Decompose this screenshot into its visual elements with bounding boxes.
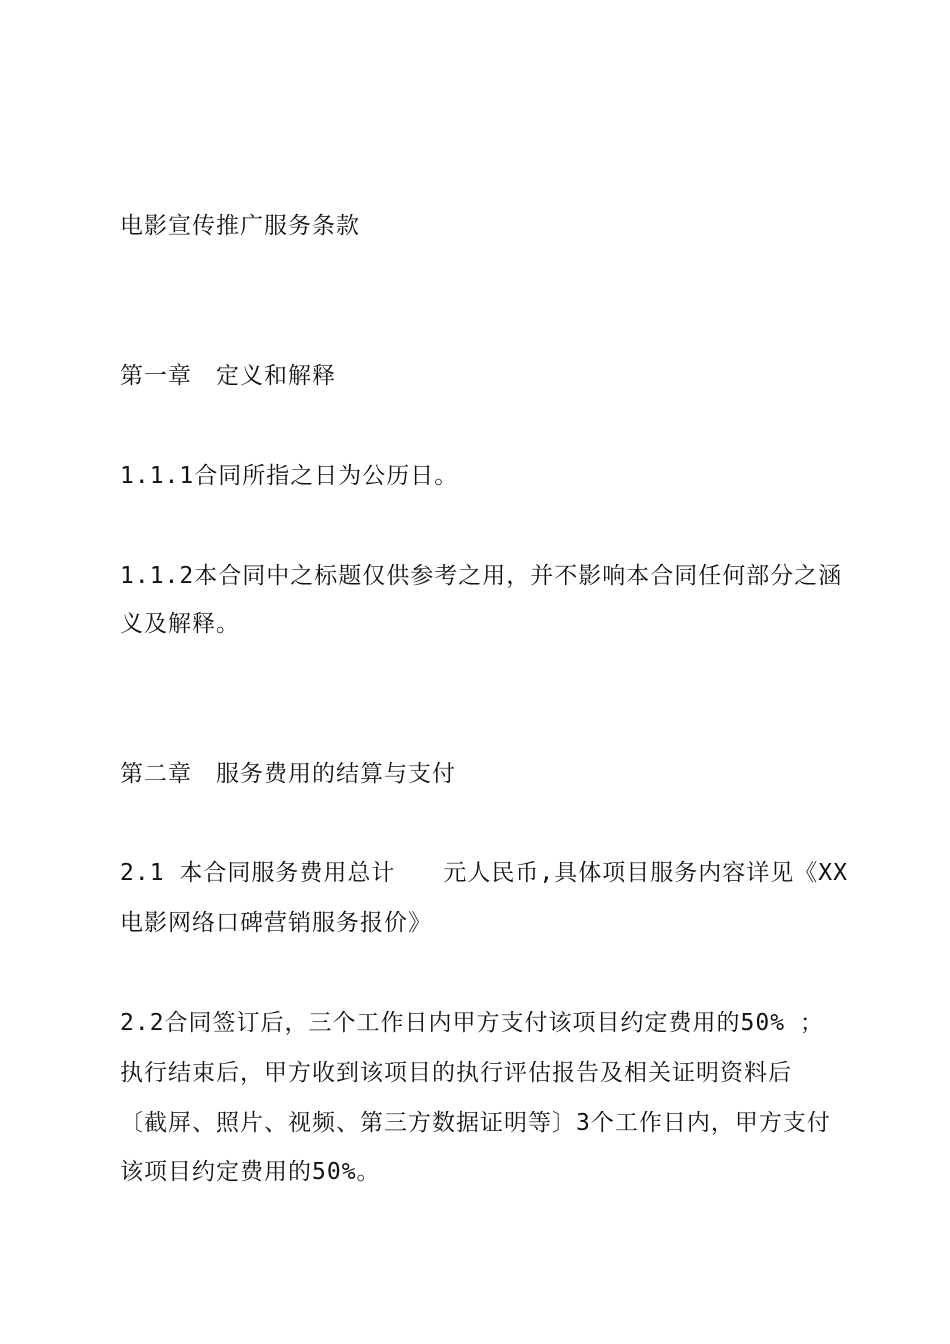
clause-1-1-2-line-2: 义及解释。 <box>120 611 240 637</box>
chapter-1-heading: 第一章 定义和解释 <box>120 363 336 389</box>
clause-2-2-line-1: 2.2合同签订后，三个工作日内甲方支付该项目约定费用的50% ； <box>120 1010 824 1036</box>
clause-2-2-line-3: 〔截屏、照片、视频、第三方数据证明等〕3个工作日内，甲方支付 <box>120 1110 831 1136</box>
clause-2-2-line-2: 执行结束后，甲方收到该项目的执行评估报告及相关证明资料后 <box>120 1060 792 1086</box>
document-title: 电影宣传推广服务条款 <box>120 213 360 239</box>
clause-2-1-line-2: 电影网络口碑营销服务报价》 <box>120 910 432 936</box>
chapter-2-heading: 第二章 服务费用的结算与支付 <box>120 761 456 787</box>
clause-2-1-line-1: 2.1 本合同服务费用总计 元人民币,具体项目服务内容详见《XX <box>120 860 848 886</box>
clause-1-1-2-line-1: 1.1.2本合同中之标题仅供参考之用，并不影响本合同任何部分之涵 <box>120 563 843 589</box>
clause-2-2-line-4: 该项目约定费用的50%。 <box>120 1159 381 1185</box>
clause-1-1-1: 1.1.1合同所指之日为公历日。 <box>120 463 459 489</box>
